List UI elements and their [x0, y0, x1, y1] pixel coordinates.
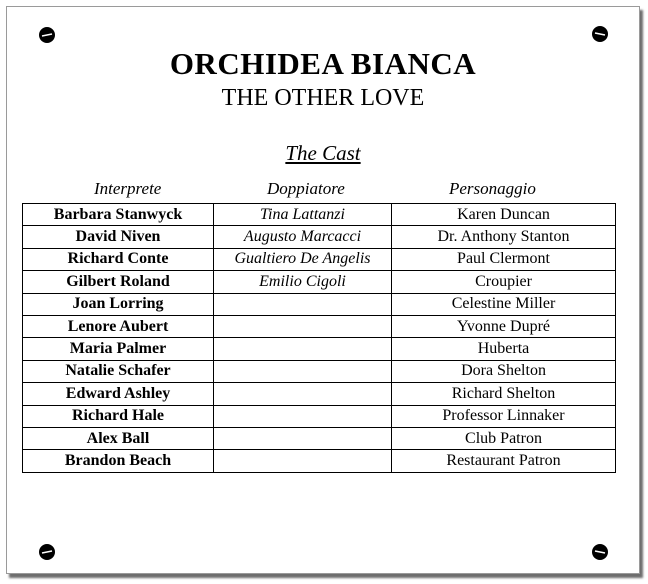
table-row — [23, 383, 616, 405]
column-header-doppiatore: Doppiatore — [267, 179, 345, 198]
cell-interprete: Richard Hale — [23, 405, 214, 427]
table-row — [23, 427, 616, 449]
cast-plaque — [6, 6, 640, 574]
cell-doppiatore: Emilio Cigoli — [214, 271, 392, 293]
table-row — [23, 450, 616, 472]
cell-doppiatore — [214, 338, 392, 360]
cell-personaggio: Huberta — [392, 338, 616, 360]
table-row — [23, 360, 616, 382]
table-row — [23, 293, 616, 315]
cast-heading — [7, 141, 639, 166]
cell-personaggio: Karen Duncan — [392, 204, 616, 226]
cell-personaggio: Celestine Miller — [392, 293, 616, 315]
page-title: ORCHIDEA BIANCA — [169, 46, 477, 81]
cell-doppiatore — [214, 450, 392, 472]
cell-doppiatore — [214, 360, 392, 382]
screw-top-right-icon — [592, 26, 608, 42]
table-row — [23, 248, 616, 270]
screw-bottom-right-icon — [592, 544, 608, 560]
cell-interprete: Brandon Beach — [23, 450, 214, 472]
cell-doppiatore: Tina Lattanzi — [214, 204, 392, 226]
cell-personaggio: Dr. Anthony Stanton — [392, 226, 616, 248]
cast-heading-text: The Cast — [285, 141, 361, 165]
cell-interprete: Edward Ashley — [23, 383, 214, 405]
cell-personaggio: Dora Shelton — [392, 360, 616, 382]
cell-personaggio: Restaurant Patron — [392, 450, 616, 472]
table-row — [23, 226, 616, 248]
cell-personaggio: Club Patron — [392, 427, 616, 449]
table-row — [23, 271, 616, 293]
cell-interprete: Richard Conte — [23, 248, 214, 270]
cast-table — [22, 203, 616, 473]
cell-personaggio: Croupier — [392, 271, 616, 293]
table-row — [23, 315, 616, 337]
cell-doppiatore — [214, 427, 392, 449]
column-header-personaggio: Personaggio — [449, 179, 536, 198]
cell-doppiatore — [214, 293, 392, 315]
cell-interprete: Joan Lorring — [23, 293, 214, 315]
screw-top-left-icon — [39, 27, 55, 43]
cell-personaggio: Paul Clermont — [392, 248, 616, 270]
cell-interprete: Gilbert Roland — [23, 271, 214, 293]
cell-interprete: David Niven — [23, 226, 214, 248]
cell-interprete: Maria Palmer — [23, 338, 214, 360]
cell-interprete: Barbara Stanwyck — [23, 204, 214, 226]
screw-bottom-left-icon — [39, 544, 55, 560]
column-header-interprete: Interprete — [94, 179, 162, 198]
cell-personaggio: Richard Shelton — [392, 383, 616, 405]
cell-doppiatore — [214, 383, 392, 405]
cell-personaggio: Professor Linnaker — [392, 405, 616, 427]
cell-doppiatore — [214, 315, 392, 337]
cell-interprete: Alex Ball — [23, 427, 214, 449]
cell-doppiatore: Augusto Marcacci — [214, 226, 392, 248]
table-row — [23, 338, 616, 360]
cell-interprete: Lenore Aubert — [23, 315, 214, 337]
cell-interprete: Natalie Schafer — [23, 360, 214, 382]
table-row — [23, 204, 616, 226]
cell-doppiatore: Gualtiero De Angelis — [214, 248, 392, 270]
page-subtitle: THE OTHER LOVE — [221, 85, 425, 111]
cell-personaggio: Yvonne Dupré — [392, 315, 616, 337]
cast-table-body — [23, 204, 616, 473]
table-row — [23, 405, 616, 427]
cell-doppiatore — [214, 405, 392, 427]
